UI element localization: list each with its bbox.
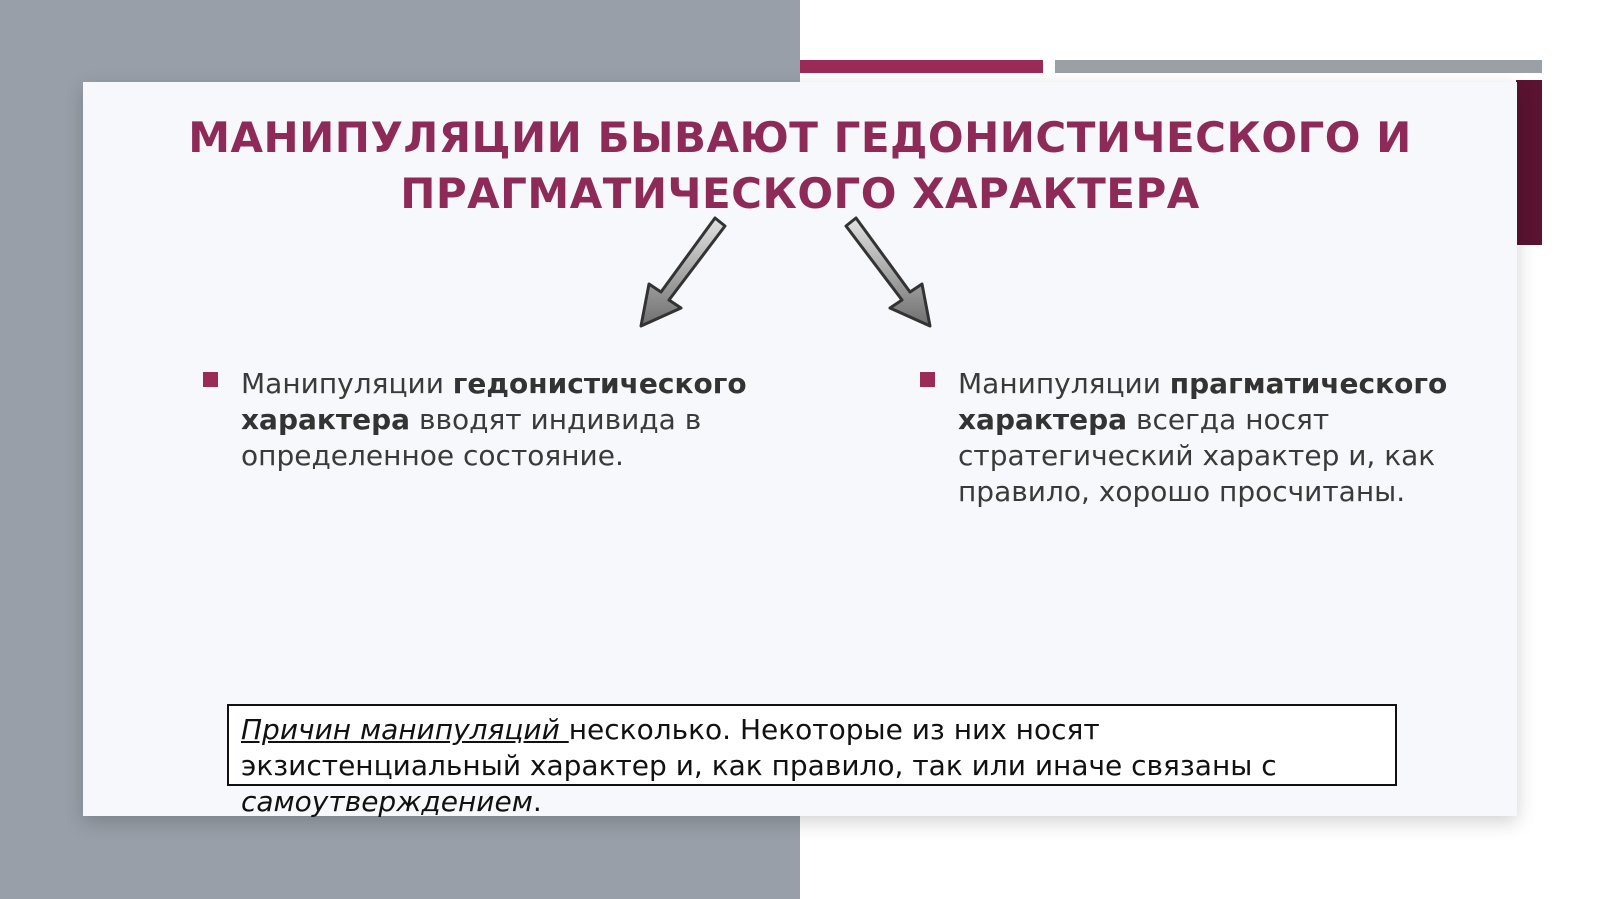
right-bullet-prefix: Манипуляции (958, 367, 1170, 400)
decorative-maroon-bar (800, 60, 1043, 73)
note-box (227, 704, 1397, 818)
left-bullet-prefix: Манипуляции (241, 367, 453, 400)
note-middle: несколько. Некоторые из них носят экзистенциальный характер и, как правило, так или иначе связаны с (241, 713, 1277, 782)
decorative-vertical-accent (1516, 80, 1542, 245)
right-bullet-bold: прагматического характера (958, 367, 1448, 436)
note-italic-underlined: Причин манипуляций (241, 713, 569, 746)
left-bullet-text (203, 366, 763, 474)
slide-title-line-1: МАНИПУЛЯЦИИ БЫВАЮТ ГЕДОНИСТИЧЕСКОГО И (188, 113, 1412, 162)
left-bullet-item (203, 366, 763, 474)
bullet-square-icon (203, 372, 218, 387)
left-bullet-bold: гедонистического характера (241, 367, 747, 436)
right-bullet-suffix: всегда носят стратегический характер и, как правило, хорошо просчитаны. (958, 403, 1436, 508)
right-bullet-item (920, 366, 1480, 510)
note-text (241, 712, 1383, 820)
note-end: . (532, 785, 542, 818)
bullet-square-icon (920, 372, 935, 387)
right-bullet-text (920, 366, 1480, 510)
slide-title-line-2: ПРАГМАТИЧЕСКОГО ХАРАКТЕРА (400, 169, 1200, 218)
arrow-down-right-icon (840, 212, 940, 332)
decorative-gray-bar (1055, 60, 1542, 73)
slide-title (83, 110, 1517, 222)
arrow-down-left-icon (631, 212, 731, 332)
note-italic-end: самоутверждением (241, 785, 533, 818)
left-bullet-suffix: вводят индивида в определенное состояние. (241, 403, 702, 472)
slide-card (83, 82, 1517, 816)
